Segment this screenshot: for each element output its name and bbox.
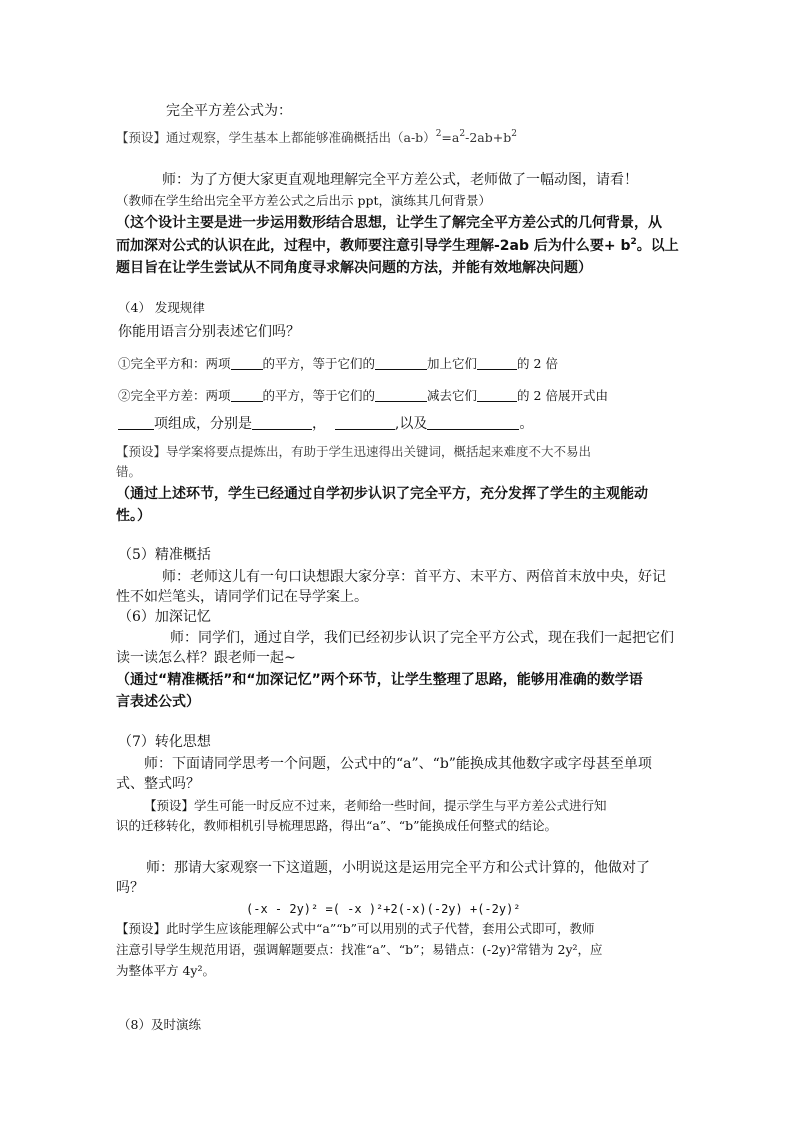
preset-paragraph-3b: 识的迁移转化，教师相机引导梳理思路，得出“a”、“b”能换成任何整式的结论。 xyxy=(116,818,558,833)
teacher-note-1: （教师在学生给出完全平方差公式之后出示 ppt，演练其几何背景） xyxy=(116,193,492,208)
blank[interactable] xyxy=(427,415,519,430)
preset-paragraph-4c: 为整体平方 4y²。 xyxy=(116,963,215,978)
design-note-2b: 性。） xyxy=(116,508,151,524)
question-line: 你能用语言分别表述它们吗？ xyxy=(118,324,300,340)
teacher-line-3a: 师：同学们，通过自学，我们已经初步认识了完全平方公式，现在我们一起把它们 xyxy=(170,630,674,646)
blank[interactable] xyxy=(375,387,427,402)
section-8-heading: （8）及时演练 xyxy=(118,1017,201,1032)
preset-paragraph-4b: 注意引导学生规范用语，强调解题要点：找准“a”、“b”；易错点：(-2y)²常错为 2y²，应 xyxy=(116,942,603,957)
preset-paragraph-2b: 错。 xyxy=(116,464,142,479)
design-note-1a: （这个设计主要是进一步运用数形结合思想，让学生了解完全平方差公式的几何背景，从 xyxy=(116,215,662,231)
teacher-line-3b: 读一读怎么样？跟老师一起~ xyxy=(116,650,296,666)
blank[interactable] xyxy=(231,387,263,402)
fill-line-diff: ②完全平方差：两项 的平方，等于它们的 减去它们 的 2 倍展开式由 xyxy=(118,388,608,403)
teacher-line-1: 师：为了方便大家更直观地理解完全平方差公式，老师做了一幅动图，请看！ xyxy=(162,172,638,188)
teacher-line-5a: 师：那请大家观察一下这道题，小明说这是运用完全平方和公式计算的，他做对了 xyxy=(146,860,650,876)
preset-paragraph-3a: 【预设】学生可能一时反应不过来，老师给一些时间，提示学生与平方差公式进行知 xyxy=(144,798,607,813)
fill-line-sum: ①完全平方和：两项 的平方，等于它们的 加上它们 的 2 倍 xyxy=(118,356,558,371)
blank[interactable] xyxy=(477,355,517,370)
math-expression: (-x - 2y)² =( -x )²+2(-x)(-2y) +(-2y)² xyxy=(246,902,521,916)
design-note-3b: 言表述公式） xyxy=(116,694,200,710)
section-5-heading: （5）精准概括 xyxy=(118,547,211,563)
teacher-line-5b: 吗？ xyxy=(116,880,144,896)
blank[interactable] xyxy=(118,415,154,430)
formula-heading: 完全平方差公式为： xyxy=(166,103,292,119)
teacher-line-4a: 师：下面请同学思考一个问题，公式中的“a”、“b”能换成其他数字或字母甚至单项 xyxy=(144,756,652,772)
teacher-line-2a: 师：老师这儿有一句口诀想跟大家分享：首平方、末平方、两倍首末放中央，好记 xyxy=(162,569,666,585)
blank[interactable] xyxy=(335,415,395,430)
design-note-3a: （通过“精准概括”和“加深记忆”两个环节，让学生整理了思路，能够用准确的数学语 xyxy=(116,672,643,688)
preset-paragraph-2a: 【预设】导学案将要点提炼出，有助于学生迅速得出关键词，概括起来难度不大不易出 xyxy=(116,444,592,459)
blank[interactable] xyxy=(252,415,312,430)
section-7-heading: （7）转化思想 xyxy=(118,734,211,750)
preset-paragraph-1: 【预设】通过观察，学生基本上都能够准确概括出$(a-b)^2=a^2-2ab+b^2$ xyxy=(116,129,517,145)
section-6-heading: （6）加深记忆 xyxy=(118,609,211,625)
blank[interactable] xyxy=(231,355,263,370)
blank[interactable] xyxy=(375,355,427,370)
teacher-line-4b: 式、整式吗？ xyxy=(116,776,200,792)
design-note-2a: （通过上述环节，学生已经通过自学初步认识了完全平方，充分发挥了学生的主观能动 xyxy=(116,486,648,502)
blank[interactable] xyxy=(477,387,517,402)
design-note-1b: 而加深对公式的认识在此，过程中，教师要注意引导学生理解-2ab 后为什么要+ $b^2$。以上 xyxy=(116,237,679,254)
design-note-1c: 题目旨在让学生尝试从不同角度寻求解决问题的方法，并能有效地解决问题） xyxy=(116,260,592,276)
teacher-line-2b: 性不如烂笔头，请同学们记在导学案上。 xyxy=(116,589,368,605)
preset-paragraph-4a: 【预设】此时学生应该能理解公式中“a”“b”可以用别的式子代替，套用公式即可，教师 xyxy=(116,921,595,936)
fill-line-terms: 项组成，分别是 ， ,以及 。 xyxy=(118,414,533,434)
section-4-heading: （4） 发现规律 xyxy=(118,300,205,315)
